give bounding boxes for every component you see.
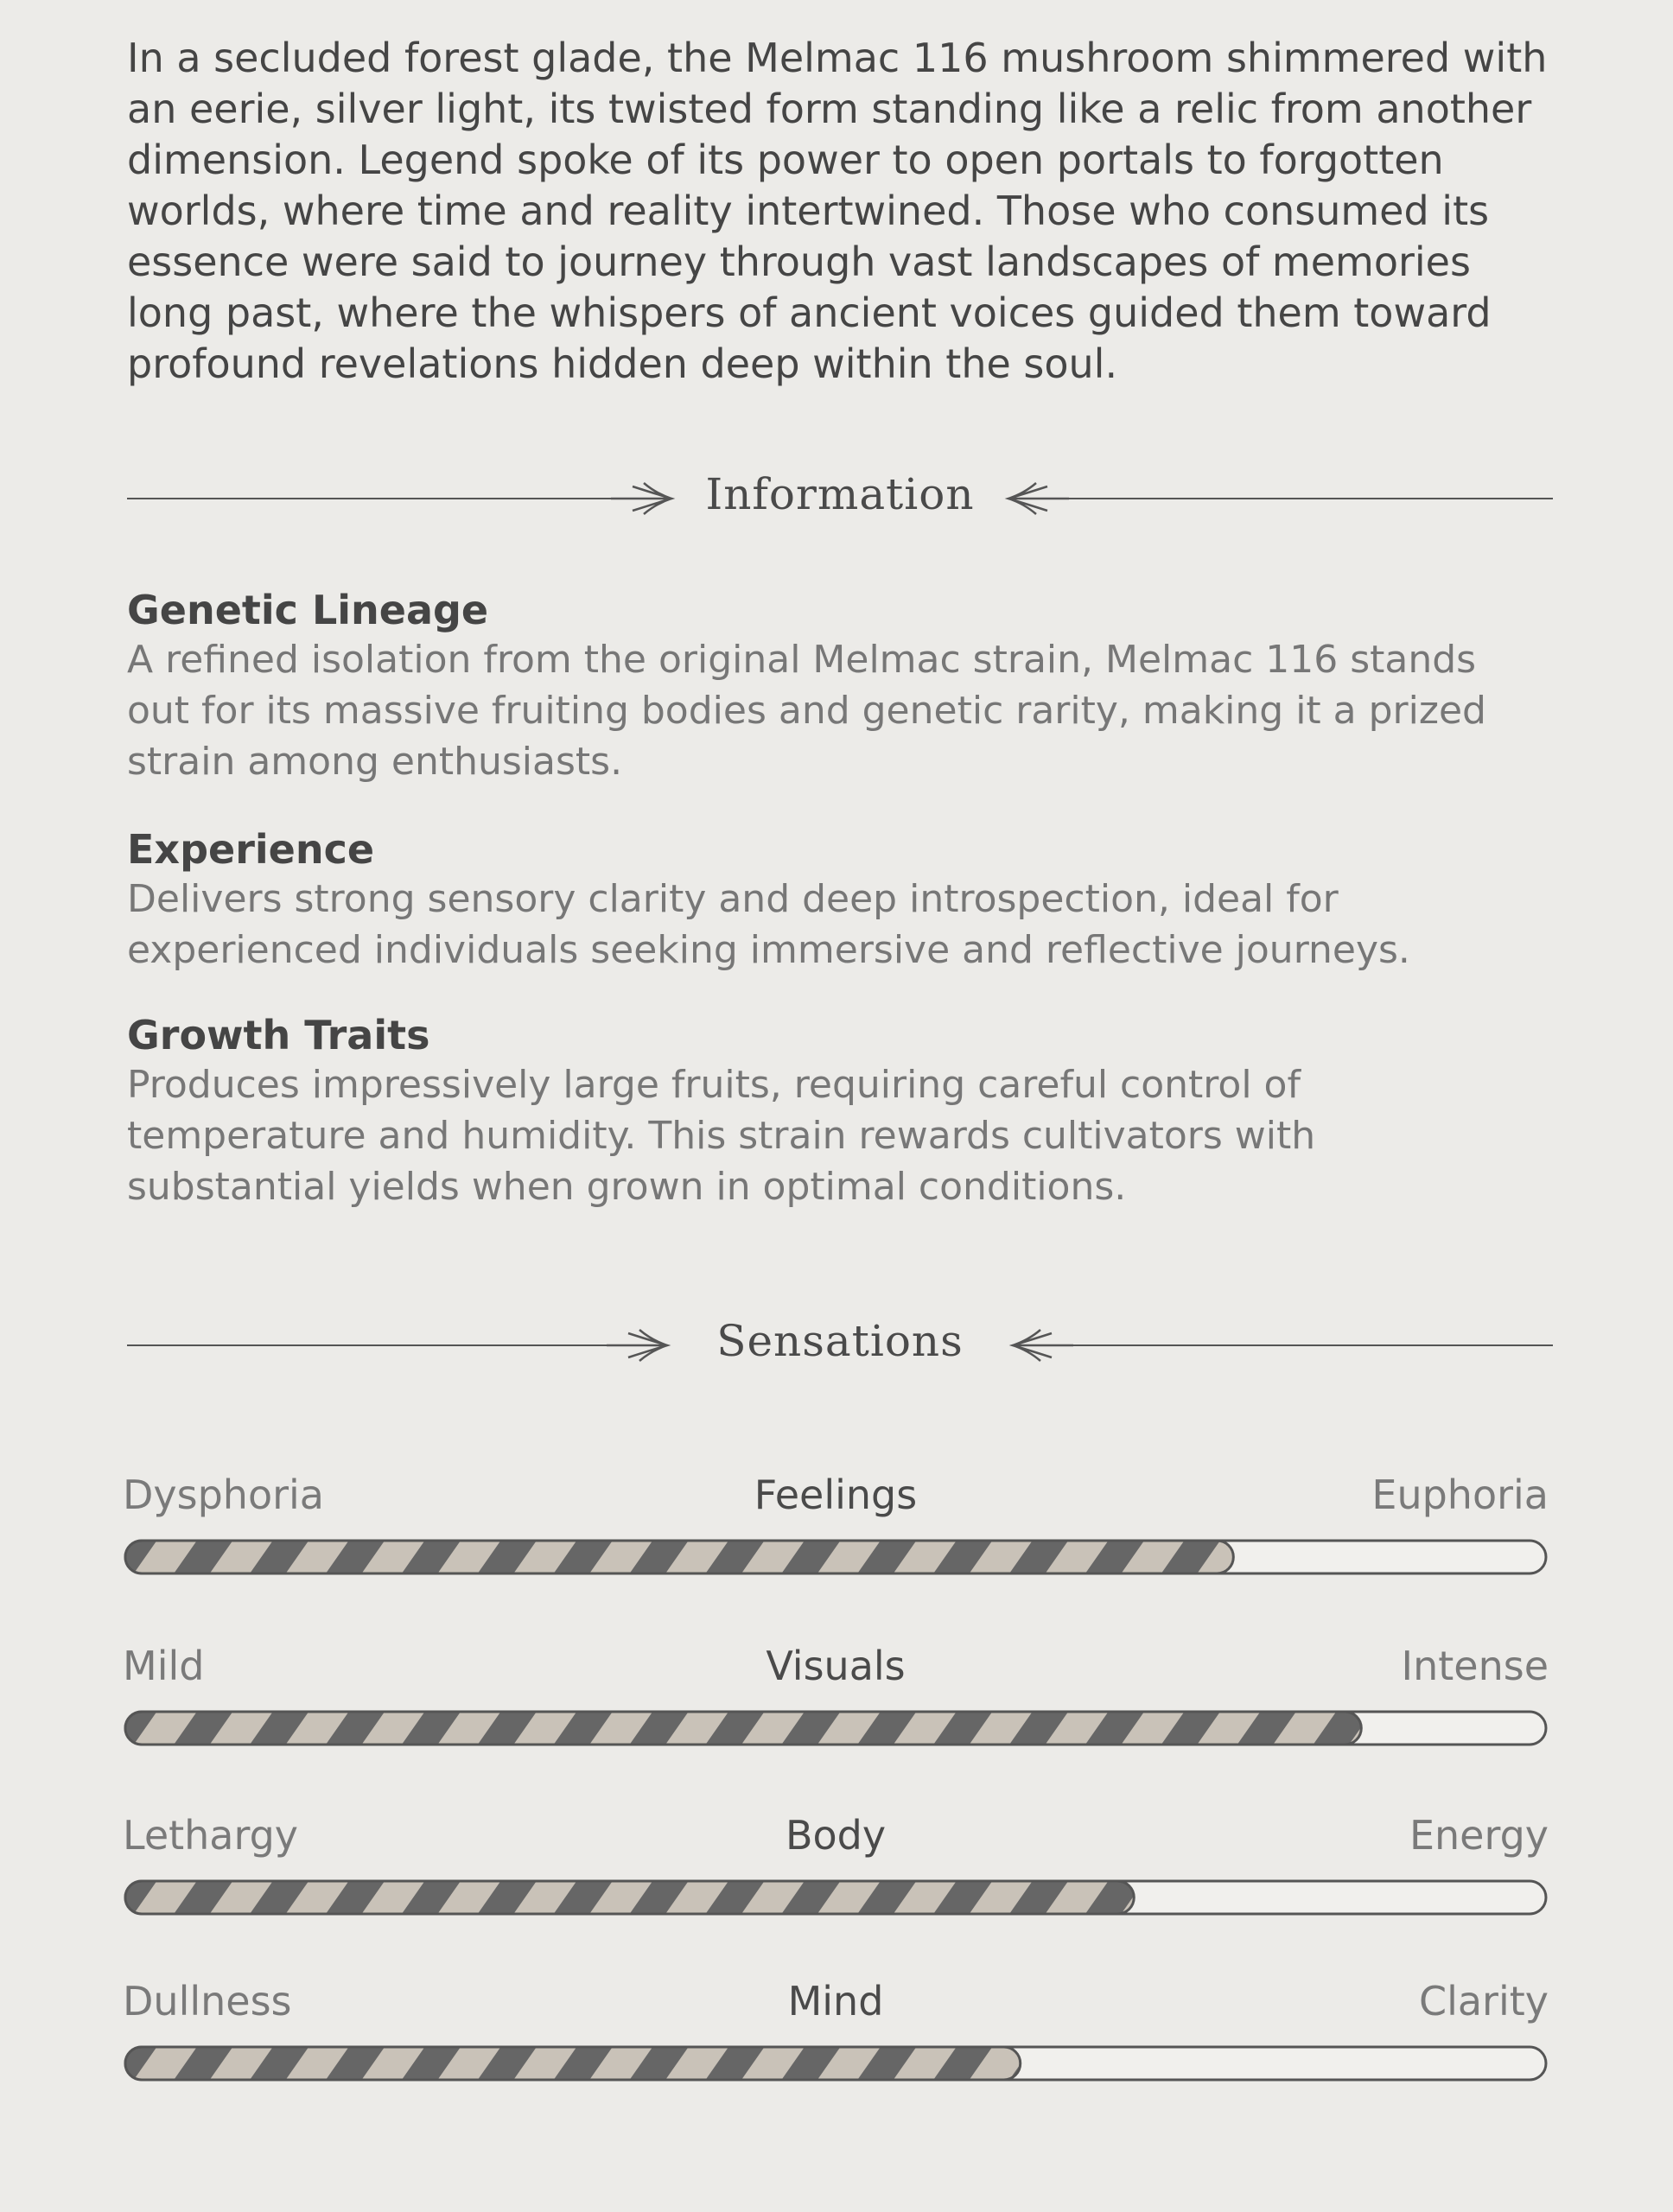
- meter-title: Mind: [787, 1978, 884, 2024]
- info-section-genetic-lineage: [127, 586, 1527, 787]
- section-text: A refined isolation from the original Melmac strain, Melmac 116 stands out for its massive fruiting bodies and genetic rarity, making it a prized strain among enthusiasts.: [127, 638, 1486, 784]
- section-heading: Growth Traits: [127, 1012, 430, 1058]
- info-section-experience: [127, 825, 1527, 976]
- information-title: Information: [705, 469, 975, 519]
- meter-title: Feelings: [754, 1471, 918, 1518]
- meter-right-label: Intense: [1401, 1643, 1549, 1689]
- meter-right-label: Energy: [1409, 1812, 1549, 1859]
- meter-feelings: [123, 1471, 1549, 1592]
- section-text: Delivers strong sensory clarity and deep introspection, ideal for experienced individuals seeking immersive and reflective journeys.: [127, 877, 1410, 972]
- sensations-title: Sensations: [716, 1316, 964, 1366]
- information-divider: [127, 462, 1553, 531]
- sensations-divider: [127, 1309, 1553, 1378]
- meter-fill: [125, 2047, 1021, 2080]
- meter-fill: [125, 1541, 1233, 1573]
- meter-mind: [123, 1977, 1549, 2098]
- meter-fill: [125, 1712, 1361, 1745]
- intro-paragraph: In a secluded forest glade, the Melmac 116 mushroom shimmered with an eerie, silver light, its twisted form standing like a relic from another dimension. Legend spoke of its power to open portals to forgotten worlds, where time and reality intertwined. Those who consumed its essence were said to journey through vast landscapes of memories long past, where the whispers of ancient voices guided them toward profound revelations hidden deep within the soul.: [127, 35, 1548, 387]
- meter-left-label: Mild: [123, 1643, 205, 1689]
- section-heading: Experience: [127, 826, 375, 873]
- meter-left-label: Dysphoria: [123, 1471, 324, 1518]
- body-level-bar: [123, 1878, 1549, 1916]
- meter-visuals: [123, 1642, 1549, 1763]
- info-section-growth-traits: [127, 1011, 1527, 1212]
- mind-level-bar: [123, 2044, 1549, 2082]
- meter-right-label: Euphoria: [1371, 1471, 1549, 1518]
- section-heading: Genetic Lineage: [127, 587, 489, 633]
- feelings-level-bar: [123, 1538, 1549, 1576]
- meter-fill: [125, 1881, 1134, 1914]
- visuals-level-bar: [123, 1709, 1549, 1747]
- meter-left-label: Dullness: [123, 1978, 292, 2024]
- meter-title: Visuals: [766, 1643, 906, 1689]
- meter-title: Body: [785, 1812, 887, 1859]
- section-text: Produces impressively large fruits, requiring careful control of temperature and humidity. This strain rewards cultivators with substantial yields when grown in optimal conditions.: [127, 1063, 1316, 1209]
- meter-body: [123, 1811, 1549, 1932]
- meter-right-label: Clarity: [1418, 1978, 1549, 2024]
- meter-left-label: Lethargy: [123, 1812, 299, 1859]
